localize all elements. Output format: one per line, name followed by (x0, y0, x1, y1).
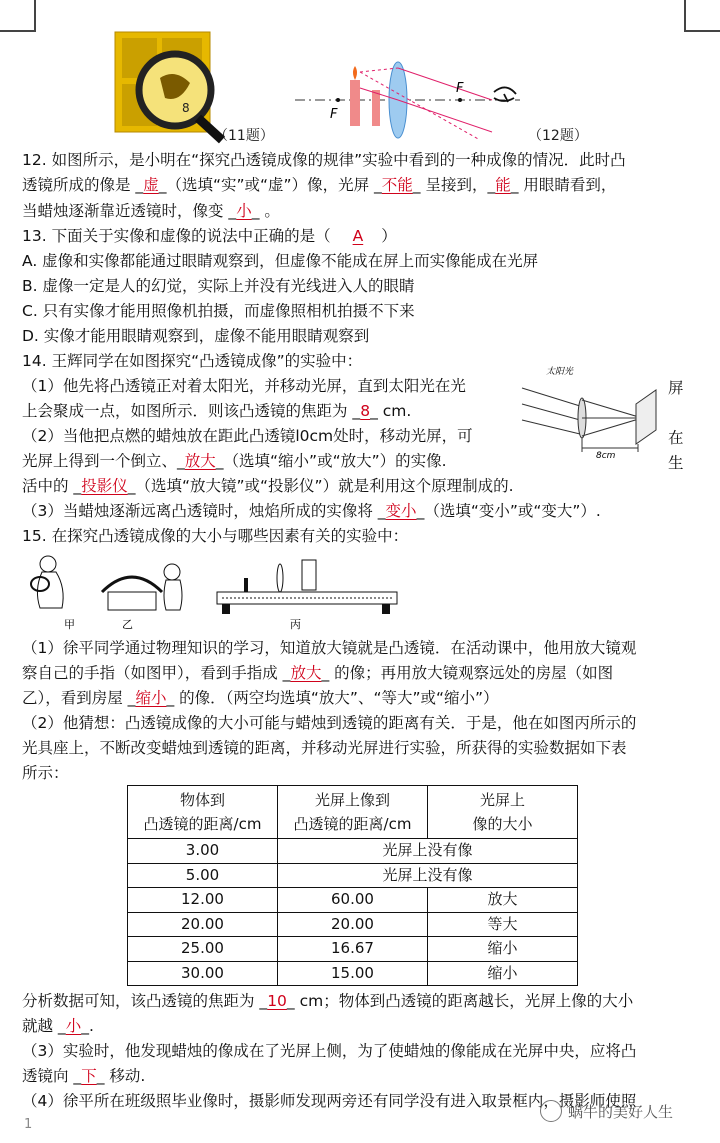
table-header-cell: 光屏上像到 凸透镜的距离/cm (278, 786, 428, 839)
figures-11-12 (0, 28, 720, 148)
candle-small (372, 90, 380, 126)
q14-side-char-3: 生 (668, 454, 684, 472)
table-header-row (128, 786, 578, 839)
experiment-data-table (127, 785, 578, 986)
q14-answer-2: 放大 (184, 452, 216, 470)
q13-option-b: B. 虚像一定是人的幻觉，实际上并没有光线进入人的眼睛 (22, 277, 415, 295)
q15-analysis-line-2: 就越 _小_. (22, 1017, 94, 1035)
table-row: 20.00 20.00 等大 (128, 912, 578, 937)
q15-p4-line-1: （4）徐平所在班级照毕业像时，摄影师发现两旁还有同学没有进入取景框内，摄影师使照 (22, 1092, 637, 1110)
q14-screen (636, 390, 656, 444)
fig-label-yi: 乙 (122, 618, 133, 631)
q15-p3-line-1: （3）实验时，他发现蜡烛的像成在了光屏上侧，为了使蜡烛的像能成在光屏中央，应将凸 (22, 1042, 637, 1060)
q13-option-d: D. 实像才能用眼睛观察到，虚像不能用眼睛观察到 (22, 327, 370, 345)
stamp-value: 8 (182, 101, 190, 115)
q15-figures (22, 552, 402, 632)
focal-point-right: F (456, 81, 464, 96)
wechat-icon (540, 1100, 562, 1122)
q13-answer: A (352, 227, 364, 245)
table-header-cell: 光屏上 像的大小 (428, 786, 578, 839)
fig11-label: （11题） (214, 128, 274, 144)
q14-p2-line-3: 活中的 _投影仪_（选填“放大镜”或“投影仪”）就是利用这个原理制成的. (22, 477, 514, 495)
watermark: 蜗牛的美好人生 (540, 1100, 673, 1122)
q14-sun-focus-figure (510, 360, 668, 460)
q15-p1-line-3: 乙），看到房屋 _缩小_ 的像．（两空均选填“放大”、“等大”或“缩小”） (22, 689, 499, 707)
table-row: 3.00 光屏上没有像 (128, 839, 578, 864)
q15-p3-line-2: 透镜向 _下_ 移动. (22, 1067, 146, 1085)
fig-label-jia: 甲 (64, 618, 75, 631)
q15-answer-5: 下 (81, 1067, 97, 1085)
q14-stem: 14. 王辉同学在如图探究“凸透镜成像”的实验中： (22, 352, 363, 370)
q12-answer-3: 能 (495, 176, 511, 194)
fig-label-bing: 丙 (290, 618, 301, 631)
q13-stem: 13. 下面关于实像和虚像的说法中正确的是（ A ） (22, 227, 397, 245)
q15-answer-2: 缩小 (135, 689, 167, 707)
table-row: 12.00 60.00 放大 (128, 888, 578, 913)
q14-answer-4: 变小 (385, 502, 417, 520)
table-row: 30.00 15.00 缩小 (128, 961, 578, 986)
q15-answer-3: 10 (267, 992, 287, 1010)
q15-stem: 15. 在探究凸透镜成像的大小与哪些因素有关的实验中： (22, 527, 409, 545)
q12-answer-1: 虚 (143, 176, 159, 194)
q14-p1-line-1: （1）他先将凸透镜正对着太阳光，并移动光屏，直到太阳光在光 (22, 377, 466, 395)
q14-side-char-1: 屏 (668, 379, 684, 397)
q15-p2-line-3: 所示： (22, 764, 69, 782)
q12-answer-2: 不能 (381, 176, 413, 194)
q14-p1-line-2: 上会聚成一点，如图所示．则该凸透镜的焦距为 _8_ cm. (22, 402, 412, 420)
focal-point-left: F (330, 107, 338, 122)
q13-option-c: C. 只有实像才能用照像机拍摄，而虚像照相机拍摄不下来 (22, 302, 415, 320)
table-row: 5.00 光屏上没有像 (128, 863, 578, 888)
q14-p2-line-2: 光屏上得到一个倒立、_放大_（选填“缩小”或“放大”）的实像. (22, 452, 447, 470)
table-row: 25.00 16.67 缩小 (128, 937, 578, 962)
q15-p1-line-1: （1）徐平同学通过物理知识的学习，知道放大镜就是凸透镜．在活动课中，他用放大镜观 (22, 639, 637, 657)
page-number: 1 (24, 1117, 33, 1132)
q12-line-1: 12. 如图所示，是小明在“探究凸透镜成像的规律”实验中看到的一种成像的情况．此时凸 (22, 151, 626, 169)
fig12-label: （12题） (528, 128, 588, 144)
q15-analysis-line-1: 分析数据可知，该凸透镜的焦距为 _10_ cm；物体到凸透镜的距离越长，光屏上像的大小 (22, 992, 634, 1010)
q15-answer-4: 小 (65, 1017, 82, 1035)
q12-line-3: 当蜡烛逐渐靠近透镜时，像变 _小_ 。 (22, 202, 280, 220)
q14-answer-1: 8 (360, 402, 371, 420)
q14-p2-line-1: （2）当他把点燃的蜡烛放在距此凸透镜l0cm处时，移动光屏，可 (22, 427, 473, 445)
q14-answer-3: 投影仪 (81, 477, 128, 495)
sun-label: 太阳光 (546, 367, 574, 377)
q15-p2-line-1: （2）他猜想：凸透镜成像的大小可能与蜡烛到透镜的距离有关．于是，他在如图丙所示的 (22, 714, 637, 732)
q14-side-char-2: 在 (668, 429, 684, 447)
distance-label: 8cm (596, 451, 616, 460)
candle-large (350, 80, 360, 126)
table-header-cell: 物体到 凸透镜的距离/cm (128, 786, 278, 839)
q15-p1-line-2: 察自己的手指（如图甲），看到手指成 _放大_ 的像；再用放大镜观察远处的房屋（如图 (22, 664, 614, 682)
q15-answer-1: 放大 (290, 664, 322, 682)
q15-p2-line-2: 光具座上，不断改变蜡烛到透镜的距离，并移动光屏进行实验，所获得的实验数据如下表 (22, 739, 627, 757)
q12-answer-4: 小 (236, 202, 252, 220)
q13-option-a: A. 虚像和实像都能通过眼睛观察到，但虚像不能成在屏上而实像能成在光屏 (22, 252, 539, 270)
q12-line-2: 透镜所成的像是 _虚_（选填“实”或“虚”）像，光屏 _不能_ 呈接到，_能_ 用眼睛看到， (22, 176, 617, 194)
q14-p3-line: （3）当蜡烛逐渐远离凸透镜时，烛焰所成的实像将 _变小_（选填“变小”或“变大”）. (22, 502, 601, 520)
